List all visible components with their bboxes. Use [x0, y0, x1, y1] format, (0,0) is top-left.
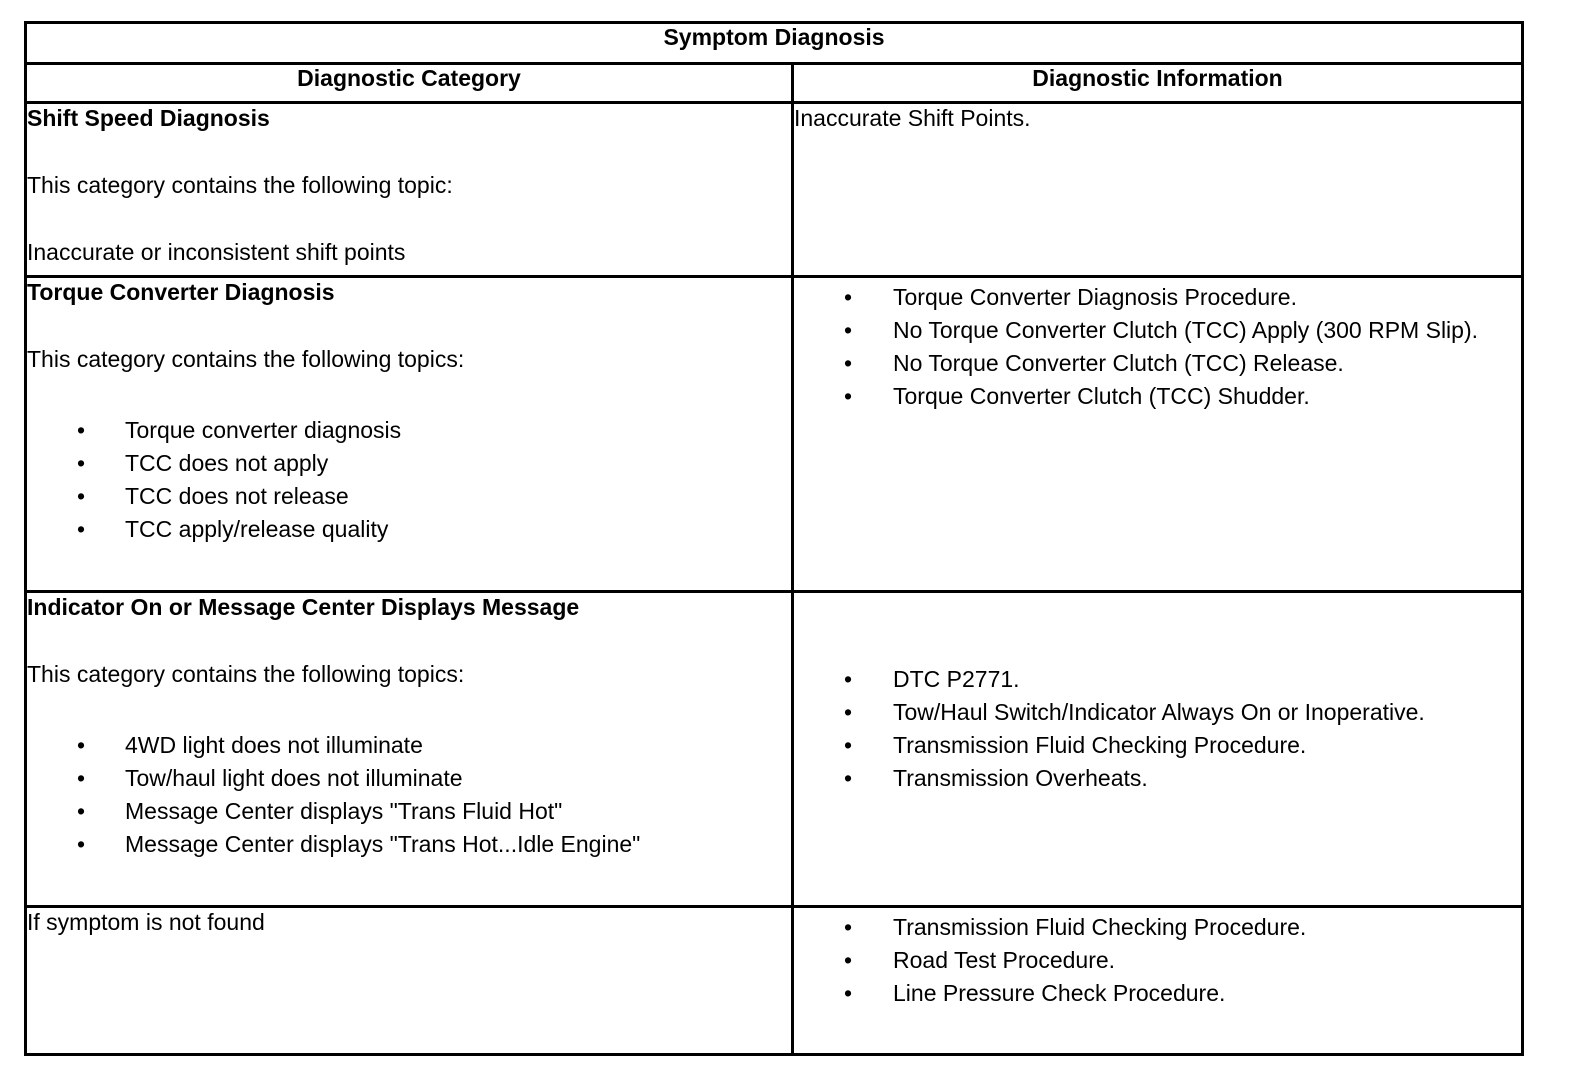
list-item: • Message Center displays "Trans Hot...Idle Engine"	[77, 831, 641, 857]
bullet-icon: •	[77, 831, 86, 857]
bullet-icon: •	[77, 483, 86, 509]
list-item: • DTC P2771.	[844, 666, 1020, 692]
information-cell	[793, 277, 1523, 592]
category-cell	[26, 277, 793, 592]
list-item: • Tow/haul light does not illuminate	[77, 765, 463, 791]
bullet-icon: •	[844, 699, 853, 725]
table-row-torque-converter	[26, 277, 1523, 592]
category-title: Torque Converter Diagnosis	[27, 279, 335, 305]
list-item: • Transmission Fluid Checking Procedure.	[844, 914, 1307, 940]
category-topic-list	[27, 416, 791, 543]
list-item: • No Torque Converter Clutch (TCC) Release.	[844, 350, 1344, 376]
bullet-icon: •	[77, 417, 86, 443]
list-item: • Tow/Haul Switch/Indicator Always On or Inoperative.	[844, 699, 1425, 725]
list-item: • Transmission Fluid Checking Procedure.	[844, 732, 1307, 758]
category-cell	[26, 592, 793, 907]
category-cell	[26, 907, 793, 1055]
column-header-category: Diagnostic Category	[26, 64, 793, 103]
list-item: • Torque Converter Clutch (TCC) Shudder.	[844, 383, 1310, 409]
info-list	[794, 665, 1521, 792]
bullet-icon: •	[77, 732, 86, 758]
list-item: • Torque Converter Diagnosis Procedure.	[844, 284, 1297, 310]
bullet-icon: •	[844, 914, 853, 940]
category-text: If symptom is not found	[27, 909, 265, 935]
info-text: Inaccurate Shift Points.	[794, 105, 1031, 131]
bullet-icon: •	[844, 980, 853, 1006]
list-item: • Torque converter diagnosis	[77, 417, 402, 443]
bullet-icon: •	[844, 765, 853, 791]
list-item: • Road Test Procedure.	[844, 947, 1116, 973]
bullet-icon: •	[844, 383, 853, 409]
category-topic: Inaccurate or inconsistent shift points	[27, 239, 406, 265]
bullet-icon: •	[844, 350, 853, 376]
bullet-icon: •	[77, 798, 86, 824]
info-list	[794, 913, 1521, 1007]
category-intro: This category contains the following topics:	[27, 346, 465, 372]
information-cell	[793, 907, 1523, 1055]
category-title: Indicator On or Message Center Displays Message	[27, 594, 580, 620]
bullet-icon: •	[844, 284, 853, 310]
bullet-icon: •	[844, 317, 853, 343]
category-intro: This category contains the following topics:	[27, 661, 465, 687]
list-item: • Message Center displays "Trans Fluid Hot"	[77, 798, 563, 824]
bullet-icon: •	[77, 516, 86, 542]
information-cell	[793, 103, 1523, 277]
table-row-shift-speed	[26, 103, 1523, 277]
bullet-icon: •	[844, 732, 853, 758]
list-item: • TCC apply/release quality	[77, 516, 389, 542]
category-intro: This category contains the following topic:	[27, 172, 453, 198]
bullet-icon: •	[77, 765, 86, 791]
information-cell	[793, 592, 1523, 907]
table-title: Symptom Diagnosis	[26, 23, 1523, 64]
list-item: • TCC does not release	[77, 483, 349, 509]
list-item: • TCC does not apply	[77, 450, 329, 476]
info-list	[794, 283, 1521, 410]
column-header-information: Diagnostic Information	[793, 64, 1523, 103]
symptom-diagnosis-table	[24, 21, 1524, 1056]
list-item: • 4WD light does not illuminate	[77, 732, 423, 758]
bullet-icon: •	[844, 666, 853, 692]
bullet-icon: •	[77, 450, 86, 476]
list-item: • No Torque Converter Clutch (TCC) Apply (300 RPM Slip).	[844, 317, 1479, 343]
bullet-icon: •	[844, 947, 853, 973]
category-cell	[26, 103, 793, 277]
list-item: • Line Pressure Check Procedure.	[844, 980, 1226, 1006]
table-row-not-found	[26, 907, 1523, 1055]
category-title: Shift Speed Diagnosis	[27, 105, 270, 131]
list-item: • Transmission Overheats.	[844, 765, 1148, 791]
table-row-indicator	[26, 592, 1523, 907]
category-topic-list	[27, 731, 791, 858]
